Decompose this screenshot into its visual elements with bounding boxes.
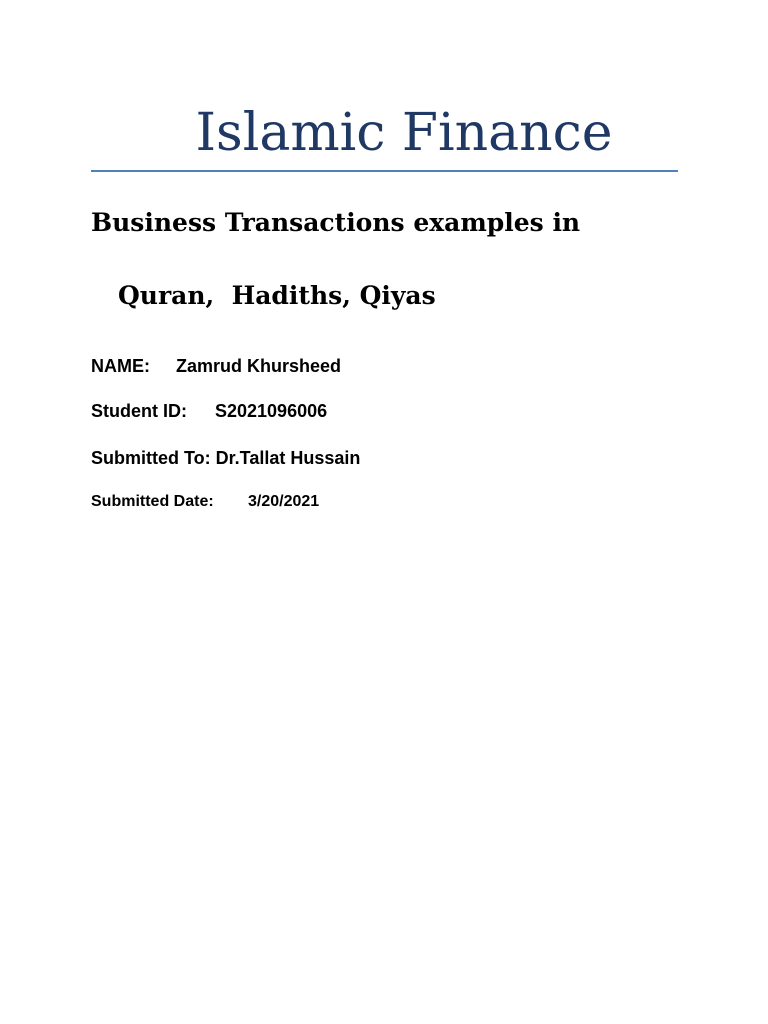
document-title: Islamic Finance — [195, 103, 613, 163]
submitted-to-value: Dr.Tallat Hussain — [215, 448, 361, 468]
submitted-date-value: 3/20/2021 — [248, 493, 320, 510]
submitted-date-row — [91, 490, 319, 514]
name-value: Zamrud Khursheed — [176, 356, 342, 376]
name-label: NAME: — [91, 356, 150, 376]
submitted-to-label: Submitted To: — [91, 448, 211, 468]
subtitle-line-2: Quran, Hadiths, Qiyas — [118, 281, 436, 310]
student-id-row — [91, 399, 327, 423]
subtitle-line-1: Business Transactions examples in — [91, 208, 581, 237]
student-id-value: S2021096006 — [215, 401, 328, 421]
submitted-date-label: Submitted Date: — [91, 493, 214, 510]
title-underline-divider — [91, 170, 678, 172]
student-id-label: Student ID: — [91, 401, 187, 421]
name-row — [91, 354, 341, 378]
submitted-to-row — [91, 446, 360, 470]
